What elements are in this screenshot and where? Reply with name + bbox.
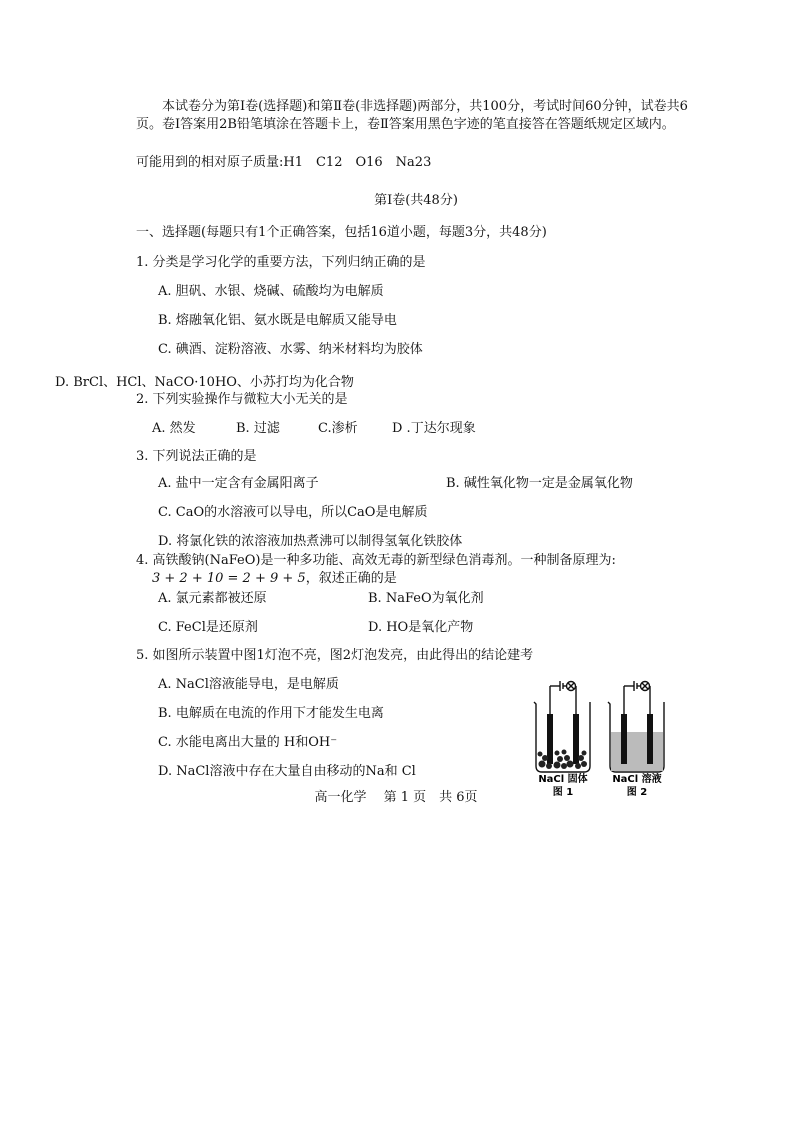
question-2-option-c: C.渗析 xyxy=(318,421,358,436)
figure-1-label: NaCl 固体 xyxy=(538,774,588,785)
figure-2-solution xyxy=(611,732,663,771)
question-1-option-a: A. 胆矾、水银、烧碱、硫酸均为电解质 xyxy=(158,284,384,299)
question-2-option-d: D .丁达尔现象 xyxy=(392,421,476,436)
question-5-stem: 5. 如图所示装置中图1灯泡不亮，图2灯泡发亮，由此得出的结论建考 xyxy=(136,648,534,663)
question-5-option-a: A. NaCl溶液能导电，是电解质 xyxy=(158,677,339,692)
question-4-equation: 3 + 2 + 10 = 2 + 9 + 5 xyxy=(152,571,306,586)
question-4-stem: 4. 高铁酸钠(NaFeO)是一种多功能、高效无毒的新型绿色消毒剂。一种制备原理为: xyxy=(136,553,616,568)
figure-2-label: NaCl 溶液 xyxy=(612,774,662,785)
part-heading: 一、选择题(每题只有1个正确答案，包括16道小题，每题3分，共48分) xyxy=(136,225,547,240)
section-title: 第Ⅰ卷(共48分) xyxy=(374,193,458,208)
conductivity-figure xyxy=(528,674,678,800)
question-2-stem: 2. 下列实验操作与微粒大小无关的是 xyxy=(136,392,348,407)
question-4-equation-suffix: ，叙述正确的是 xyxy=(305,571,397,586)
page-footer: 高一化学 第 1 页 共 6页 xyxy=(314,790,478,805)
question-4-option-a: A. 氯元素都被还原 xyxy=(158,591,267,606)
figure-1-solid-crystals xyxy=(538,750,588,770)
question-2-option-a: A. 然发 xyxy=(152,421,196,436)
question-1-stem: 1. 分类是学习化学的重要方法，下列归纳正确的是 xyxy=(136,255,426,270)
question-4-option-b: B. NaFeO为氧化剂 xyxy=(368,591,484,606)
question-1-option-d: D. BrCl、HCl、NaCO·10HO、小苏打均为化合物 xyxy=(55,375,354,390)
question-4-option-c: C. FeCl是还原剂 xyxy=(158,620,258,635)
figure-1-electrodes xyxy=(547,714,579,764)
atomic-masses: 可能用到的相对原子质量:H1 C12 O16 Na23 xyxy=(136,155,432,170)
question-3-stem: 3. 下列说法正确的是 xyxy=(136,449,257,464)
question-5-option-c: C. 水能电离出大量的 H和OH⁻ xyxy=(158,735,338,750)
intro-paragraph: 本试卷分为第Ⅰ卷(选择题)和第Ⅱ卷(非选择题)两部分，共100分，考试时间60分钟，试卷共6页。卷Ⅰ答案用2B铅笔填涂在答题卡上，卷Ⅱ答案用黑色字迹的笔直接答在答题纸规定区域内。 xyxy=(136,99,688,132)
question-3-option-b: B. 碱性氧化物一定是金属氧化物 xyxy=(446,476,633,491)
question-3-option-d: D. 将氯化铁的浓溶液加热煮沸可以制得氢氧化铁胶体 xyxy=(158,534,463,549)
question-4-equation-line xyxy=(152,570,397,588)
question-4-option-d: D. HO是氧化产物 xyxy=(368,620,474,635)
question-1-option-c: C. 碘酒、淀粉溶液、水雾、纳米材料均为胶体 xyxy=(158,342,423,357)
question-2-option-b: B. 过滤 xyxy=(236,421,280,436)
figure-1-caption: 图 1 xyxy=(552,787,574,798)
question-1-option-b: B. 熔融氧化铝、氨水既是电解质又能导电 xyxy=(158,313,397,328)
question-3-option-a: A. 盐中一定含有金属阳离子 xyxy=(158,476,319,491)
question-3-option-c: C. CaO的水溶液可以导电，所以CaO是电解质 xyxy=(158,505,428,520)
figure-2-caption: 图 2 xyxy=(626,787,648,798)
question-5-option-b: B. 电解质在电流的作用下才能发生电离 xyxy=(158,706,384,721)
question-5-option-d: D. NaCl溶液中存在大量自由移动的Na和 Cl xyxy=(158,764,416,779)
